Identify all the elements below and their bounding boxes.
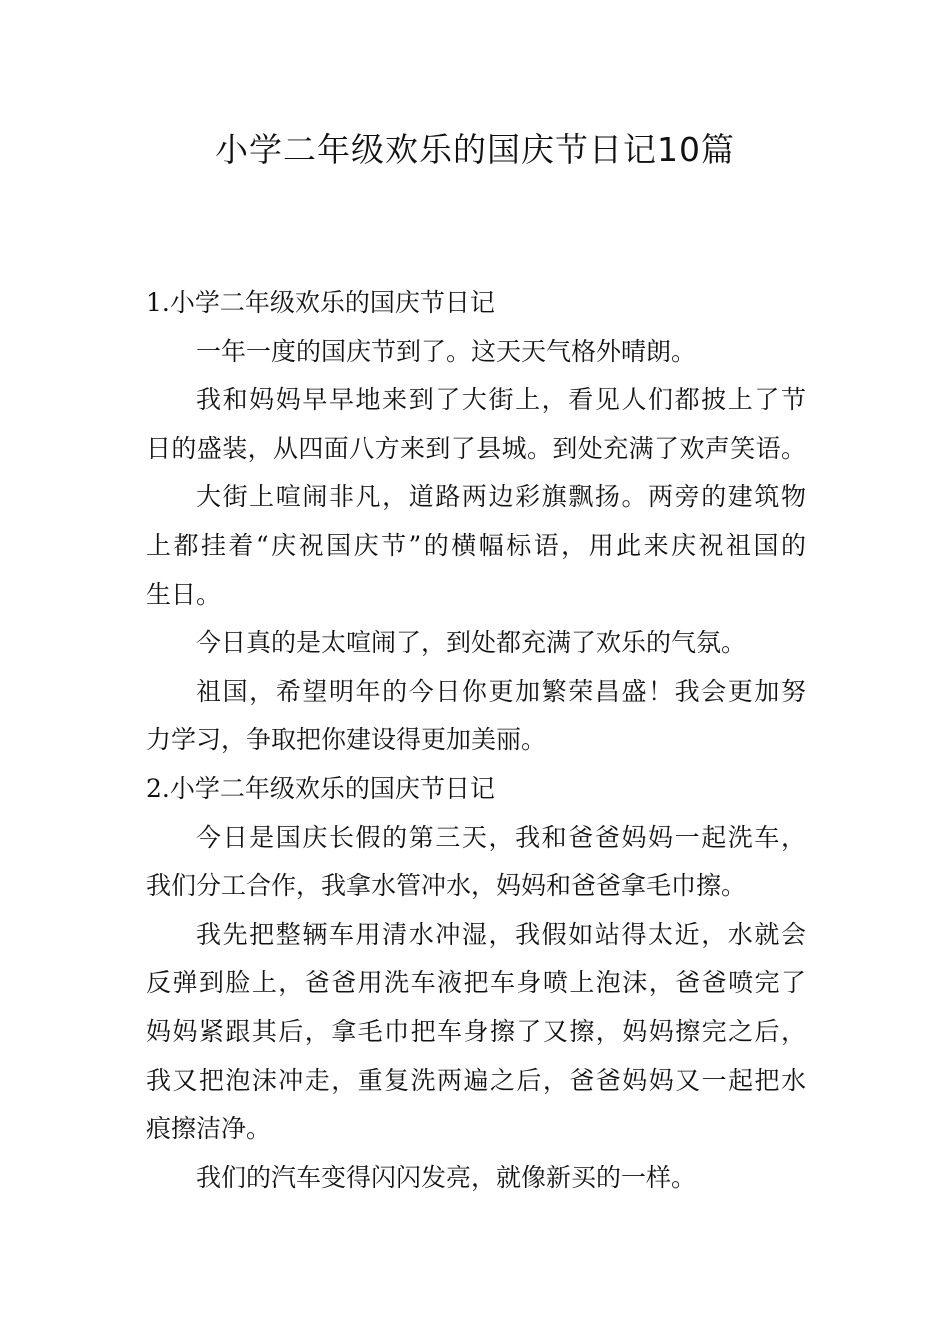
text-line: 祖国，希望明年的今日你更加繁荣昌盛！我会更加努 bbox=[196, 676, 806, 706]
text-line: 痕擦洁净。 bbox=[146, 1114, 272, 1144]
document-body bbox=[146, 279, 806, 1202]
text-line: 我先把整辆车用清水冲湿，我假如站得太近，水就会 bbox=[196, 919, 806, 949]
text-line: 我们的汽车变得闪闪发亮，就像新买的一样。 bbox=[196, 1162, 697, 1192]
document-title: 小学二年级欢乐的国庆节日记10篇 bbox=[215, 130, 735, 169]
text-line: 2.小学二年级欢乐的国庆节日记 bbox=[146, 773, 495, 803]
text-line: 1.小学二年级欢乐的国庆节日记 bbox=[146, 288, 495, 317]
text-line: 我们分工合作，我拿水管冲水，妈妈和爸爸拿毛巾擦。 bbox=[146, 871, 747, 901]
text-line: 妈妈紧跟其后，拿毛巾把车身擦了又擦，妈妈擦完之后， bbox=[146, 1016, 806, 1046]
text-line: 生日。 bbox=[146, 579, 222, 609]
text-line: 日的盛装，从四面八方来到了县城。到处充满了欢声笑语。 bbox=[146, 433, 806, 463]
text-line: 今日真的是太喧闹了，到处都充满了欢乐的气氛。 bbox=[196, 628, 747, 658]
text-line: 我和妈妈早早地来到了大街上，看见人们都披上了节 bbox=[196, 385, 806, 415]
text-line: 今日是国庆长假的第三天，我和爸爸妈妈一起洗车， bbox=[196, 822, 806, 852]
text-line: 我又把泡沫冲走，重复洗两遍之后，爸爸妈妈又一起把水 bbox=[146, 1065, 806, 1095]
text-line: 大街上喧闹非凡，道路两边彩旗飘扬。两旁的建筑物 bbox=[196, 482, 806, 512]
text-line: 反弹到脸上，爸爸用洗车液把车身喷上泡沫，爸爸喷完了 bbox=[146, 968, 806, 998]
text-line: 上都挂着“庆祝国庆节”的横幅标语，用此来庆祝祖国的 bbox=[146, 530, 806, 560]
text-line: 一年一度的国庆节到了。这天天气格外晴朗。 bbox=[196, 336, 697, 366]
text-line: 力学习，争取把你建设得更加美丽。 bbox=[146, 725, 547, 755]
